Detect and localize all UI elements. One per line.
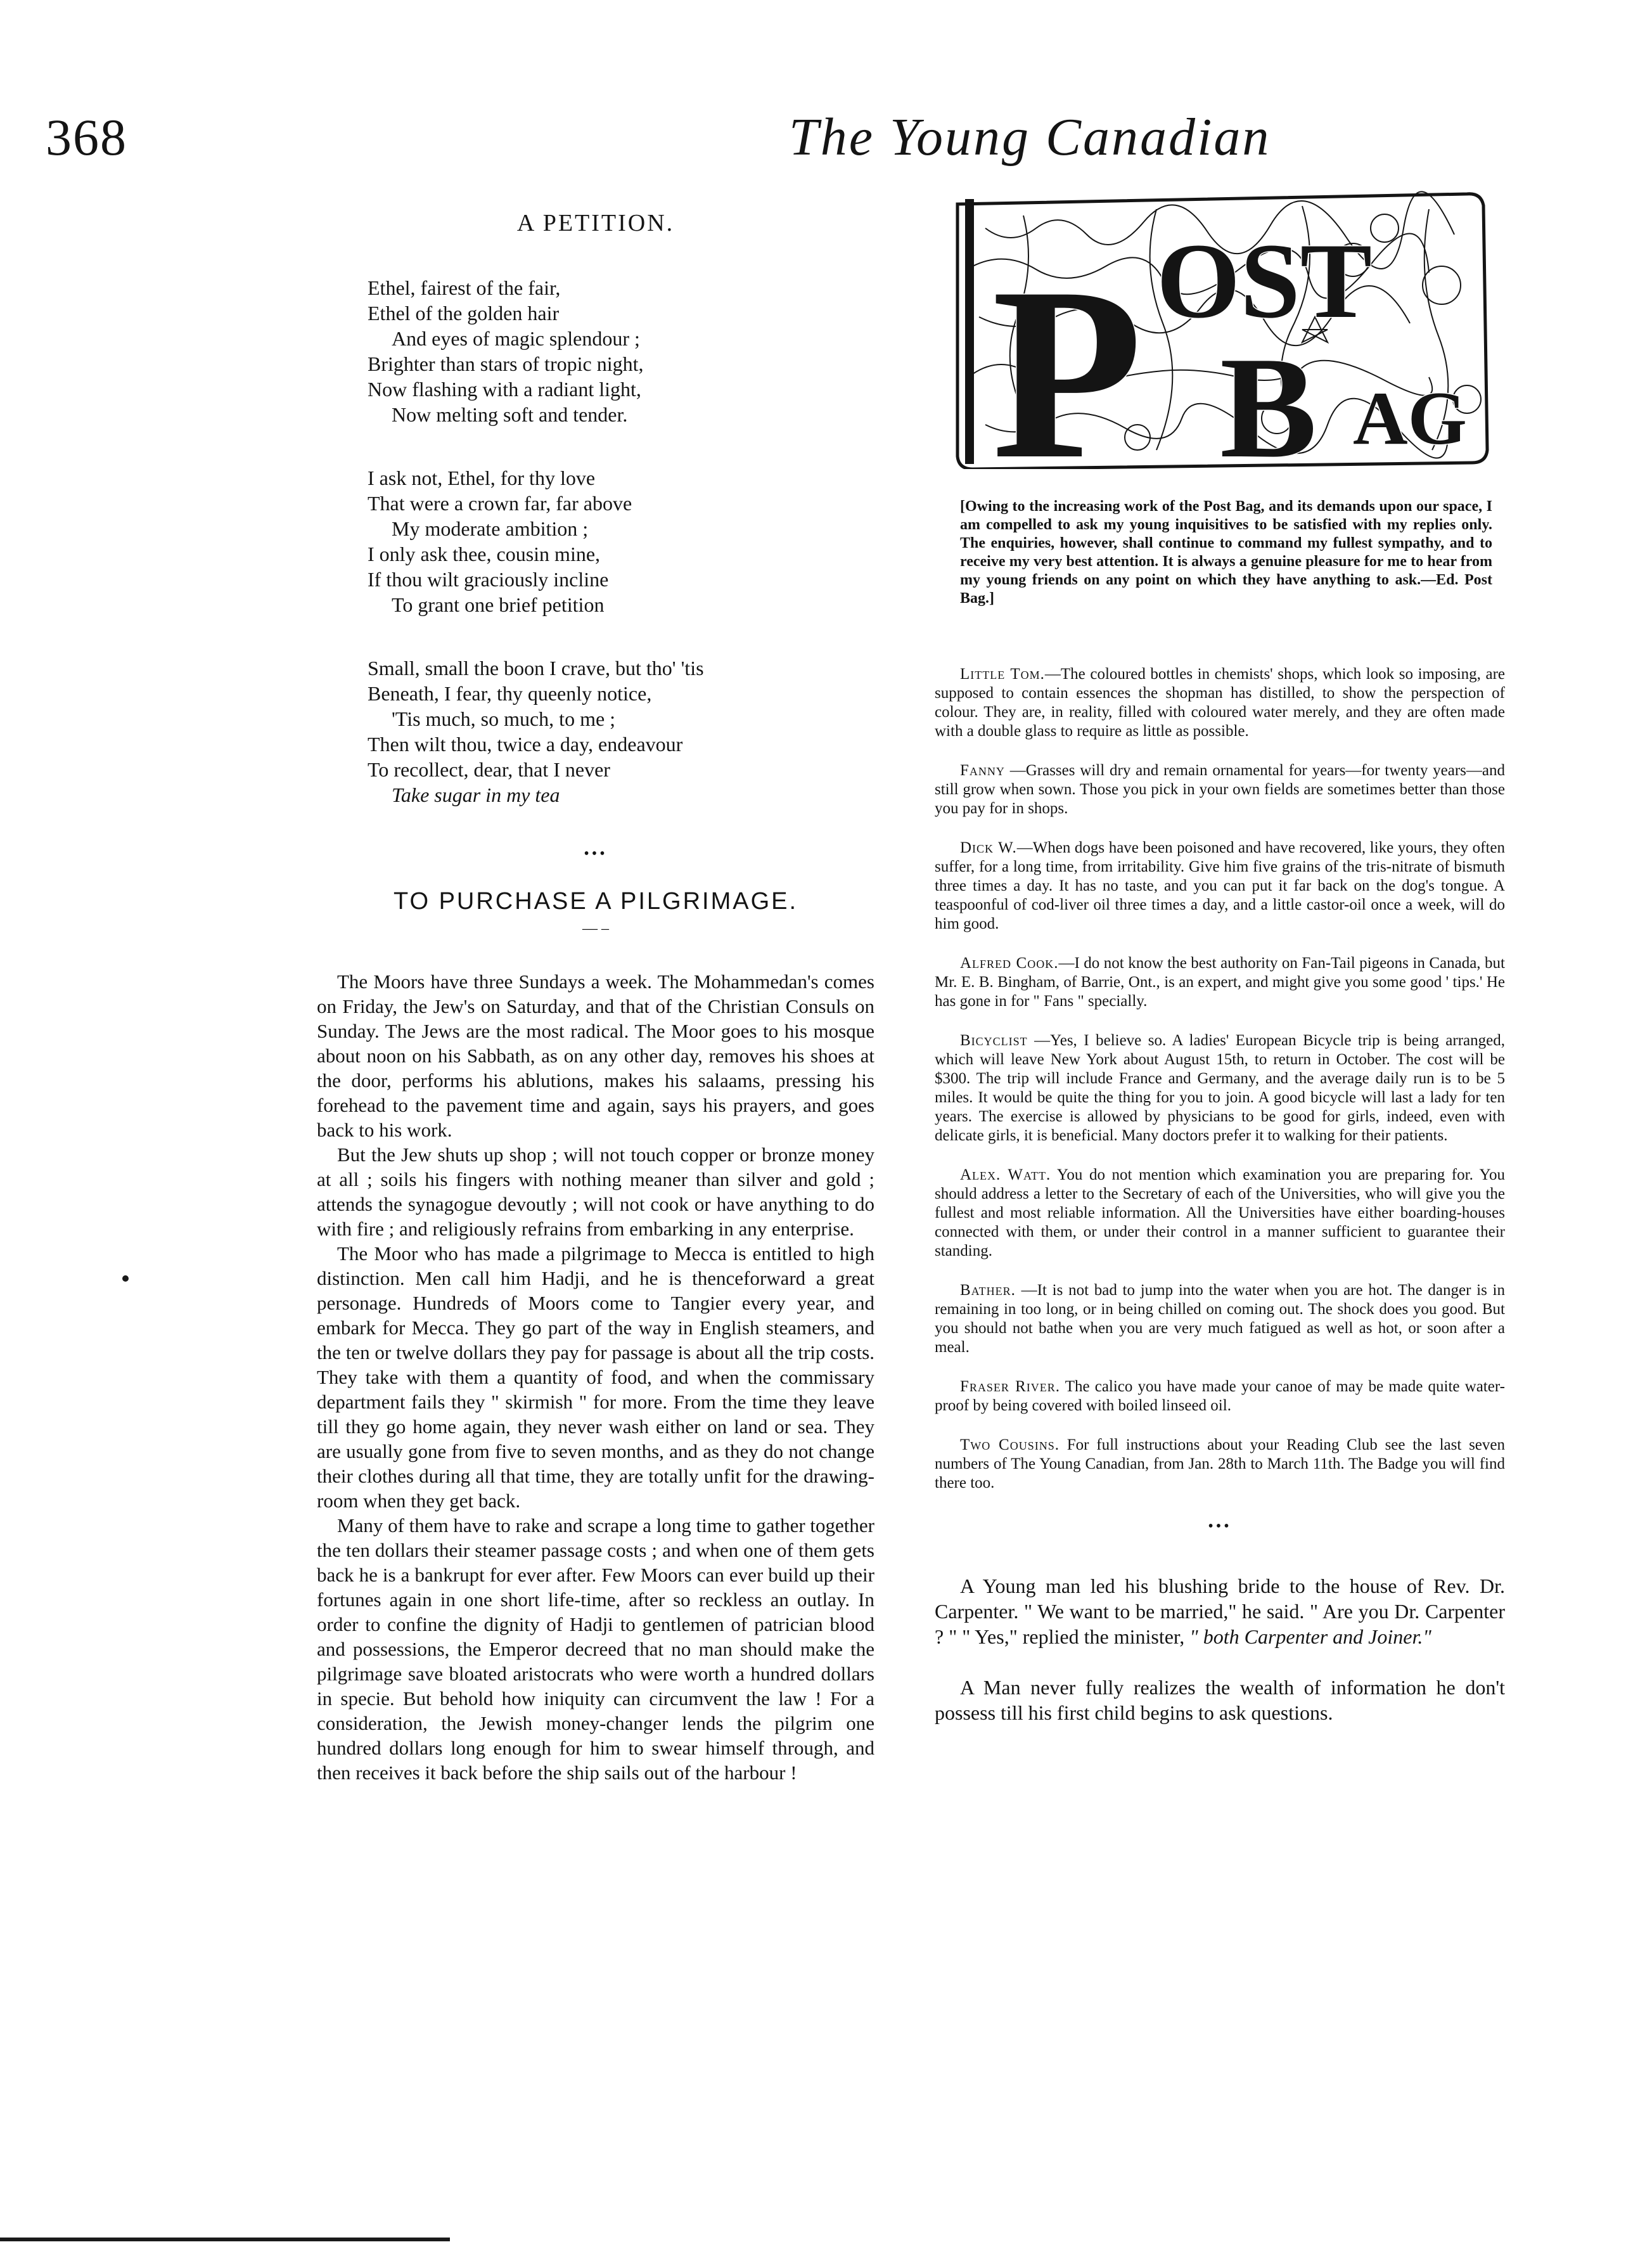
answer-text: —The coloured bottles in chemists' shops, which look so imposing, are supposed to contain essences the shopman has distilled, to show the perspection of colour. They are, in reality, filled with coloured water merely, and they are often made with a double glass to require as little as possible. <box>935 666 1505 740</box>
post-bag-letters-ost: OST <box>1156 221 1373 340</box>
poem-stanza-1 <box>368 275 874 427</box>
bottom-rule <box>0 2238 450 2241</box>
poem-line: Now melting soft and tender. <box>392 403 628 426</box>
poem-stanza-3 <box>368 655 874 808</box>
poem-line: Beneath, I fear, thy queenly notice, <box>368 682 652 705</box>
answer-recipient: Fanny <box>960 762 1005 779</box>
poem-line: To recollect, dear, that I never <box>368 758 610 781</box>
answer-recipient: Fraser River. <box>960 1378 1060 1395</box>
poem-line: Ethel, fairest of the fair, <box>368 276 561 299</box>
poem-line: I only ask thee, cousin mine, <box>368 543 601 565</box>
poem-line: That were a crown far, far above <box>368 492 632 515</box>
poem-line: I ask not, Ethel, for thy love <box>368 467 596 489</box>
poem-line: Small, small the boon I crave, but tho' 'tis <box>368 657 704 679</box>
article-paragraph: The Moors have three Sundays a week. The Mohammedan's comes on Friday, the Jew's on Saturday, and that of the Christian Consuls on Sunday. The Jews are the most radical. The Moor goes to his mosque about noon on his Sabbath, as on any other day, removes his shoes at the door, performs his ablutions, makes his salaams, pressing his forehead to the pavement time and again, says his prayers, and goes back to his work. <box>317 970 874 1141</box>
answer-text: For full instructions about your Reading Club see the last seven numbers of The Young Canadian, from Jan. 28th to March 11th. The Badge you will find there too. <box>935 1436 1506 1491</box>
poem-line: If thou wilt graciously incline <box>368 568 609 591</box>
post-bag-letter-p: P <box>992 236 1143 469</box>
post-bag-banner <box>947 190 1492 469</box>
poem-line: Now flashing with a radiant light, <box>368 378 641 401</box>
answer-item <box>935 1031 1505 1145</box>
editor-notice: [Owing to the increasing work of the Post Bag, and its demands upon our space, I am compelled to ask my young inquisitives to be satisfied with my replies only. The enquiries, however, shall continue to command my fullest sympathy, and to receive my very best attention. It is always a genuine pleasure for me to hear from my young friends on any point on which they have anything to ask.—Ed. Post Bag.] <box>960 498 1492 607</box>
poem-line: My moderate ambition ; <box>392 517 589 540</box>
answer-item <box>935 954 1505 1011</box>
poem-line: 'Tis much, so much, to me ; <box>392 707 616 730</box>
answer-item <box>935 1377 1505 1415</box>
answer-recipient: Two Cousins. <box>960 1436 1060 1453</box>
anecdote-text: A Young man led his blushing bride to the house of Rev. Dr. Carpenter. " We want to be married," he said. " Are you Dr. Carpenter ? " " Yes," replied the minister, <box>935 1575 1505 1648</box>
answer-text: —When dogs have been poisoned and have recovered, like yours, they often suffer, for a long time, from irritability. Give him five grains of the tris-nitrate of bismuth three times a day. It has no taste, and you can put it far back on the dog's tongue. A teaspoonful of cod-liver oil three times a day, and a little castor-oil once a week, will do him good. <box>935 839 1505 932</box>
answer-text: You do not mention which examination you are preparing for. You should address a letter to the Secretary of each of the Universities, who will give you the fullest and most reliable information. All the Universities have either boarding-houses connected with them, or under their control in a manner sufficient to guarantee their standing. <box>935 1166 1506 1259</box>
post-bag-letter-b: B <box>1220 326 1317 469</box>
ornament-divider: ••• <box>1208 1518 1232 1535</box>
answer-text: —It is not bad to jump into the water when you are hot. The danger is in remaining in too long, or in being chilled on coming out. The shock does you good. But you should not bathe when you are very much fatigued as well as hot, or soon after a meal. <box>935 1282 1505 1356</box>
poem-line: Then wilt thou, twice a day, endeavour <box>368 733 683 756</box>
answer-text: —Yes, I believe so. A ladies' European Bicycle trip is being arranged, which will leave New York about August 15th, to return in October. The cost will be $300. The trip will include France and Germany, and the average daily run is to be 5 miles. It would be quite the thing for you to join. A good bicycle will last a lady for ten years. The exercise is allowed by physicians to be good for girls, indeed, even with delicate girls, it is beneficial. Many doctors prefer it to walking for their patients. <box>935 1032 1505 1144</box>
poem-stanza-2 <box>368 465 874 617</box>
answer-text: —I do not know the best authority on Fan-Tail pigeons in Canada, but Mr. E. B. Bingham, of Barrie, Ont., is an expert, and might give you some good ' tips.' He has gone in for " Fans " specially. <box>935 955 1505 1010</box>
article-paragraph: But the Jew shuts up shop ; will not touch copper or bronze money at all ; soils his fingers with nothing meaner than silver and gold ; attends the synagogue devoutly ; will not cook or have anything to do with fire ; and religiously refrains from embarking in any enterprise. <box>317 1143 874 1240</box>
poem-line: To grant one brief petition <box>392 593 605 616</box>
answer-item <box>935 1166 1505 1261</box>
answer-text: —Grasses will dry and remain ornamental for years—for twenty years—and still grow when sown. Those you pick in your own fields are sometimes better than those you pay for in shops. <box>935 762 1505 817</box>
answer-item <box>935 665 1505 741</box>
poem-line: Ethel of the golden hair <box>368 302 560 325</box>
anecdote-punchline: " both Carpenter and Joiner." <box>1189 1625 1431 1648</box>
poem-line: Brighter than stars of tropic night, <box>368 352 644 375</box>
answer-item <box>935 839 1505 934</box>
answer-recipient: Bicyclist <box>960 1032 1028 1049</box>
answer-recipient: Dick W. <box>960 839 1017 856</box>
masthead-title: The Young Canadian <box>789 108 1271 167</box>
answer-item <box>935 761 1505 818</box>
answer-item <box>935 1281 1505 1357</box>
post-bag-letters-ag: AG <box>1353 376 1467 460</box>
stray-mark <box>122 1275 129 1282</box>
title-dash: — – <box>582 920 609 937</box>
answer-recipient: Alfred Cook. <box>960 955 1059 972</box>
poem-line: Take sugar in my tea <box>392 783 560 806</box>
answer-text: The calico you have made your canoe of may be made quite water-proof by being covered with boiled linseed oil. <box>935 1378 1505 1414</box>
article-title: TO PURCHASE A PILGRIMAGE. <box>393 888 798 915</box>
ornament-divider: ••• <box>584 846 608 862</box>
anecdote-questions: A Man never fully realizes the wealth of information he don't possess till his first child begins to ask questions. <box>935 1676 1505 1724</box>
left-column <box>317 190 874 1785</box>
answer-recipient: Alex. Watt. <box>960 1166 1051 1183</box>
answer-recipient: Bather. <box>960 1282 1016 1299</box>
article-paragraph: Many of them have to rake and scrape a long time to gather together the ten dollars their steamer passage costs ; and when one of them gets back he is a bankrupt for ever after. Few Moors can ever build up their fortunes again in one short life-time, after so reckless an outlay. In order to confine the dignity of Hadji to gentlemen of patrician blood and possessions, the Emperor decreed that no man should make the pilgrimage save bloated aristocrats who were worth a hundred dollars in specie. But behold how iniquity can circumvent the law ! For a consideration, the Jewish money-changer lends the pilgrim one hundred dollars long enough for him to swear himself through, and then receives it back before the ship sails out of the harbour ! <box>317 1514 874 1784</box>
anecdote-carpenter <box>935 1573 1505 1649</box>
right-column <box>935 190 1505 1751</box>
article-paragraph: The Moor who has made a pilgrimage to Mecca is entitled to high distinction. Men call him Hadji, and he is thenceforward a great personage. Hundreds of Moors come to Tangier every year, and embark for Mecca. They go part of the way in English steamers, and the ten or twelve dollars they pay for passage is about all the trip costs. They take with them a quantity of food, and when the commissary department fails they " skirmish " for more. From the time they leave till they go home again, they never wash either on land or sea. They are usually gone from five to seven months, and as they do not change their clothes during all that time, they are totally unfit for the drawing-room when they get back. <box>317 1242 874 1512</box>
poem-title: A PETITION. <box>516 210 675 236</box>
poem-line: And eyes of magic splendour ; <box>392 327 640 350</box>
answer-item <box>935 1436 1505 1493</box>
page-number: 368 <box>46 108 127 166</box>
answer-recipient: Little Tom. <box>960 666 1045 683</box>
